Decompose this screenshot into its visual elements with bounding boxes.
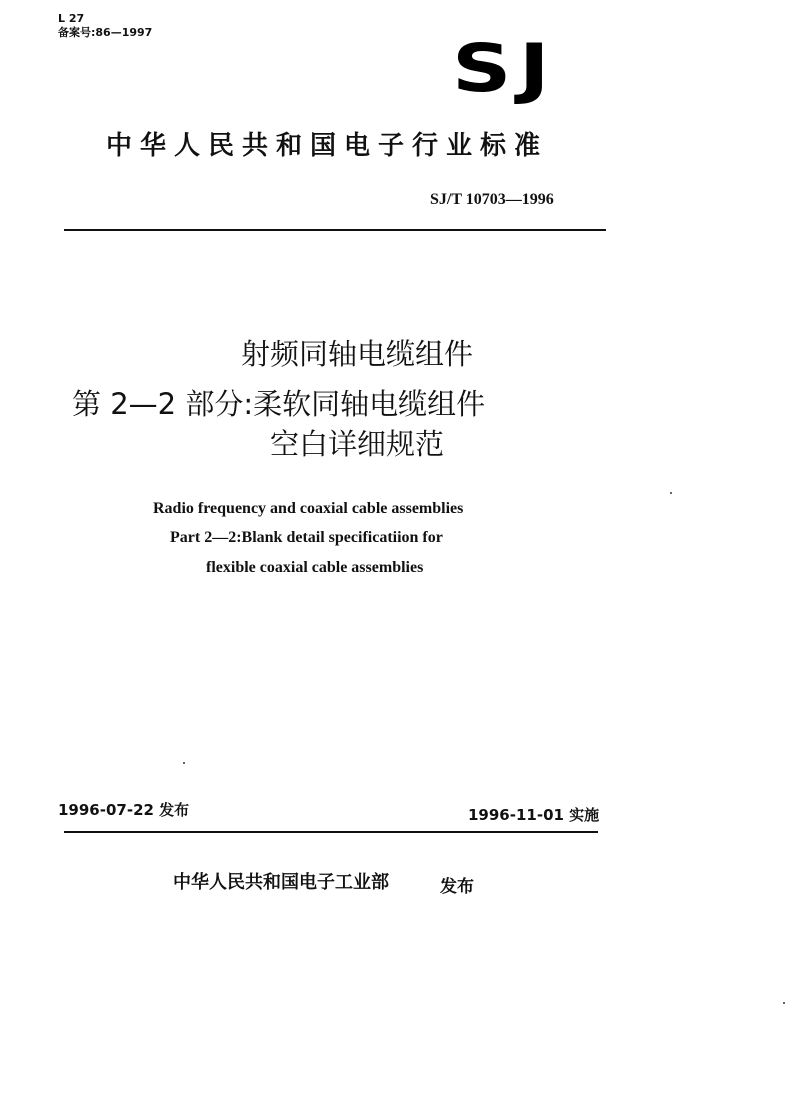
issuer-name: 中华人民共和国电子工业部 bbox=[173, 872, 389, 893]
standard-organization: 中华人民共和国电子行业标准 bbox=[106, 131, 549, 161]
title-en-line3: flexible coaxial cable assemblies bbox=[206, 559, 424, 576]
sj-logo: SJ bbox=[452, 30, 558, 107]
scan-speck bbox=[670, 492, 672, 494]
scan-speck bbox=[183, 762, 185, 764]
record-number: 备案号:86—1997 bbox=[58, 26, 153, 39]
standard-code: SJ/T 10703—1996 bbox=[430, 191, 554, 208]
title-cn-line1: 射频同轴电缆组件 bbox=[240, 337, 473, 371]
header-codes bbox=[58, 12, 152, 40]
publish-date: 1996-07-22 发布 bbox=[58, 801, 190, 819]
classification-code: L 27 bbox=[58, 12, 85, 25]
issuer-action: 发布 bbox=[440, 877, 474, 897]
title-cn-line3: 空白详细规范 bbox=[269, 427, 444, 461]
bottom-divider bbox=[64, 831, 598, 833]
implementation-date: 1996-11-01 实施 bbox=[468, 806, 600, 824]
scan-speck bbox=[783, 1002, 785, 1004]
title-cn-line2: 第 2—2 部分:柔软同轴电缆组件 bbox=[72, 387, 486, 421]
title-en-line2: Part 2—2:Blank detail specificatiion for bbox=[170, 529, 443, 546]
title-en-line1: Radio frequency and coaxial cable assemblies bbox=[153, 500, 464, 517]
top-divider bbox=[64, 229, 606, 231]
